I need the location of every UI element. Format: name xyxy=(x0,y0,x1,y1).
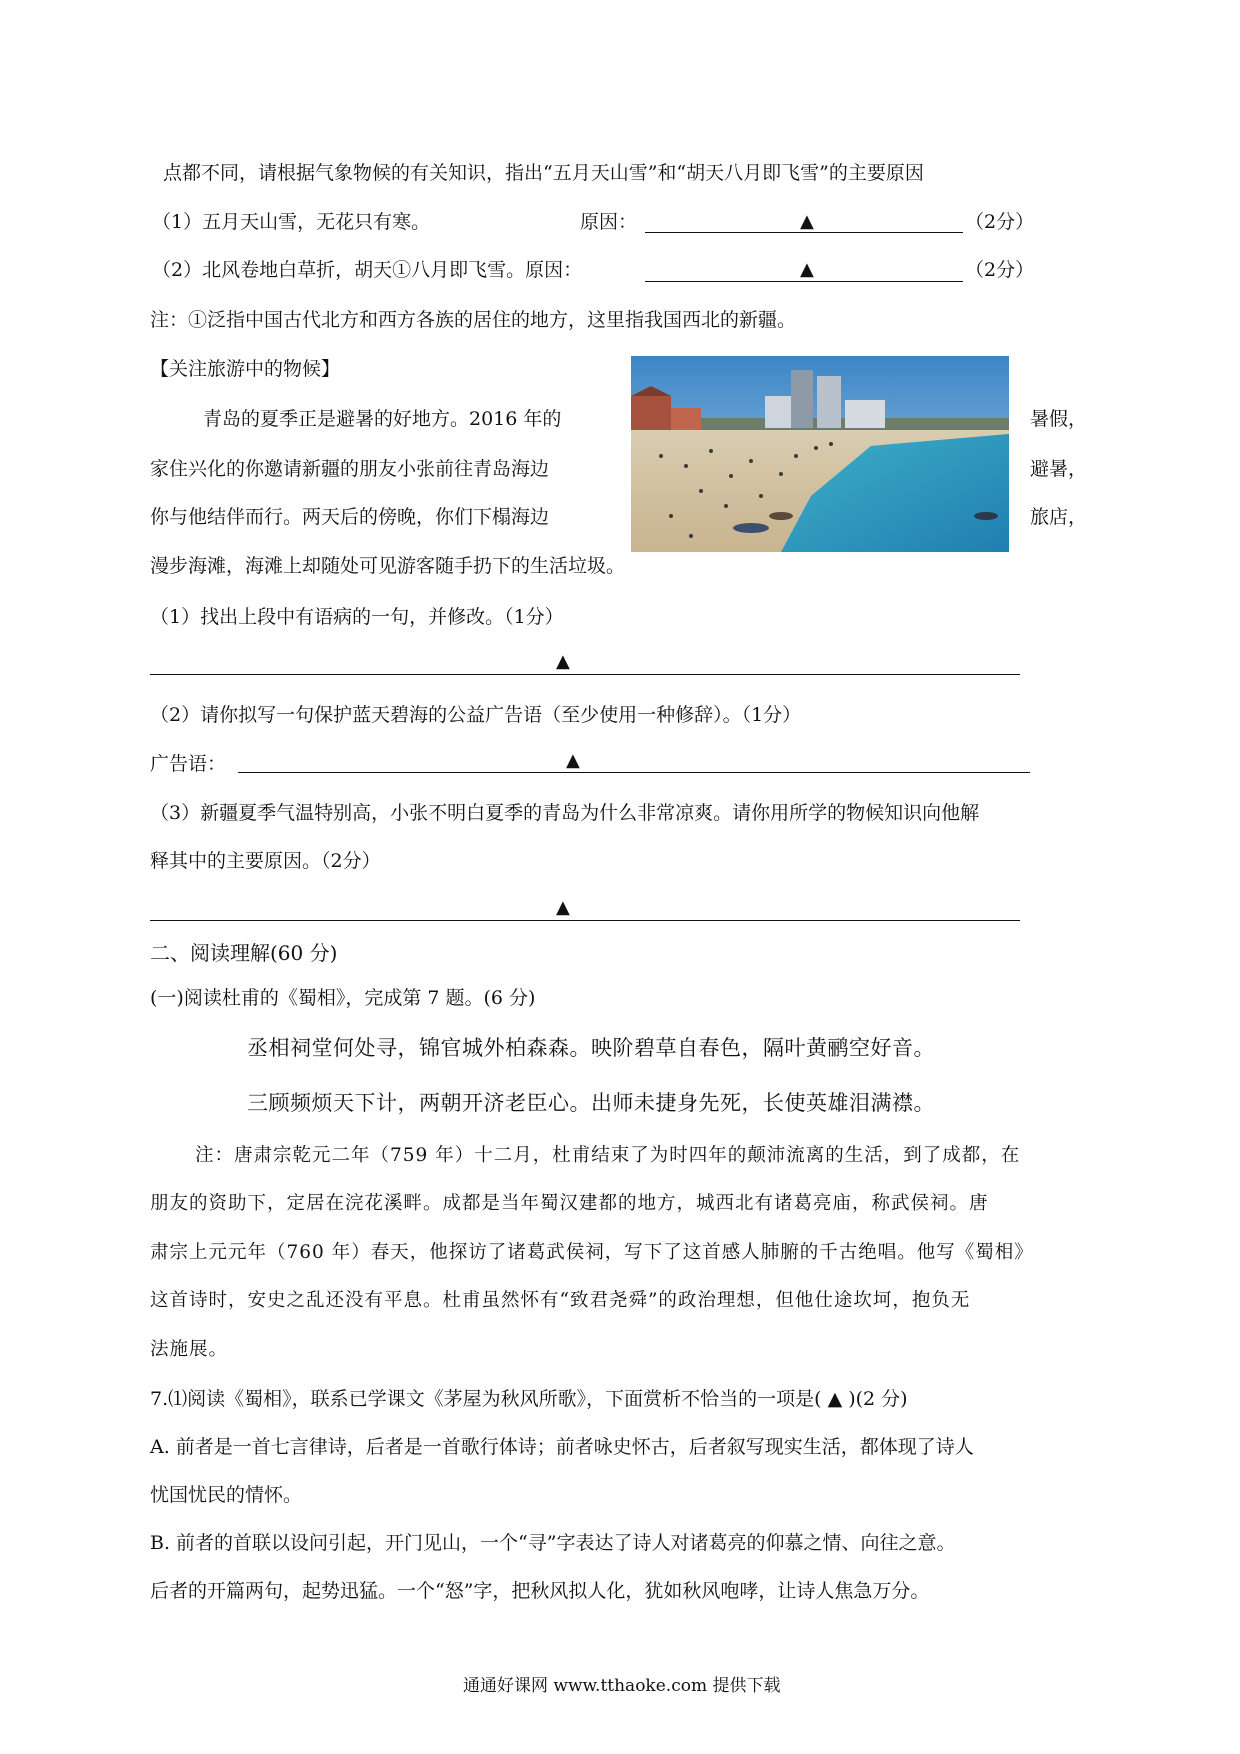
poem-line: 三顾频烦天下计，两朝开济老臣心。出师未捷身先死，长使英雄泪满襟。 xyxy=(247,1091,935,1115)
section-heading: 【关注旅游中的物候】 xyxy=(150,358,341,380)
paragraph-line: 旅店， xyxy=(1030,506,1088,528)
answer-blank[interactable] xyxy=(238,772,1030,773)
footnote: 注：①泛指中国古代北方和西方各族的居住的地方，这里指我国西北的新疆。 xyxy=(150,309,797,331)
note-line: 这首诗时，安史之乱还没有平息。杜甫虽然怀有“致君尧舜”的政治理想，但他仕途坎坷，抱负无 xyxy=(150,1290,971,1311)
paragraph-line: 家住兴化的你邀请新疆的朋友小张前往青岛海边 xyxy=(150,458,550,480)
paragraph-line: 漫步海滩，海滩上却随处可见游客随手扔下的生活垃圾。 xyxy=(150,555,626,577)
score: （2分） xyxy=(965,211,1035,233)
score: （2分） xyxy=(965,259,1035,281)
note-line: 法施展。 xyxy=(150,1339,229,1360)
answer-marker: ▲ xyxy=(556,651,570,672)
question-3b: 释其中的主要原因。（2分） xyxy=(150,850,381,872)
answer-marker: ▲ xyxy=(556,897,570,918)
answer-blank[interactable] xyxy=(150,674,1020,675)
question-1b: （1）找出上段中有语病的一句，并修改。（1分） xyxy=(150,606,564,628)
option-b: 后者的开篇两句，起势迅猛。一个“怒”字，把秋风拟人化，犹如秋风咆哮，让诗人焦急万分。 xyxy=(150,1580,930,1602)
paragraph-line: 你与他结伴而行。两天后的傍晚，你们下榻海边 xyxy=(150,506,550,528)
answer-marker: ▲ xyxy=(566,750,580,771)
question-1a: （1）五月天山雪，无花只有寒。 xyxy=(152,211,431,233)
reason-label: 原因： xyxy=(580,211,638,233)
option-a: A. 前者是一首七言律诗，后者是一首歌行体诗；前者咏史怀古，后者叙写现实生活，都体现了诗人 xyxy=(150,1436,974,1458)
page-footer: 通通好课网 www.tthaoke.com 提供下载 xyxy=(463,1676,781,1696)
option-a: 忧国忧民的情怀。 xyxy=(150,1484,303,1506)
answer-blank[interactable] xyxy=(150,920,1020,921)
paragraph-line: 青岛的夏季正是避暑的好地方。2016 年的 xyxy=(203,408,562,430)
question-3b: （3）新疆夏季气温特别高，小张不明白夏季的青岛为什么非常凉爽。请你用所学的物候知识向他解 xyxy=(150,802,980,824)
question-2b: （2）请你拟写一句保护蓝天碧海的公益广告语（至少使用一种修辞）。（1分） xyxy=(150,704,802,726)
answer-blank[interactable] xyxy=(645,232,963,233)
note-line: 注：唐肃宗乾元二年（759 年）十二月，杜甫结束了为时四年的颠沛流离的生活，到了成都，在 xyxy=(195,1145,1021,1166)
poem-line: 丞相祠堂何处寻，锦官城外柏森森。映阶碧草自春色，隔叶黄鹂空好音。 xyxy=(247,1036,935,1060)
paragraph-line: 避暑， xyxy=(1030,458,1088,480)
ad-label: 广告语： xyxy=(150,753,227,775)
note-line: 肃宗上元元年（760 年）春天，他探访了诸葛武侯祠，写下了这首感人肺腑的千古绝唱。他写《蜀相》 xyxy=(150,1242,1034,1263)
answer-marker: ▲ xyxy=(800,211,814,232)
answer-marker: ▲ xyxy=(800,259,814,280)
section-heading: 二、阅读理解(60 分) xyxy=(150,941,338,965)
text-line: 点都不同，请根据气象物候的有关知识，指出“五月天山雪”和“胡天八月即飞雪”的主要原因 xyxy=(163,162,924,184)
sub-heading: (一)阅读杜甫的《蜀相》，完成第 7 题。(6 分) xyxy=(150,987,536,1009)
answer-blank[interactable] xyxy=(645,281,963,282)
note-line: 朋友的资助下，定居在浣花溪畔。成都是当年蜀汉建都的地方，城西北有诸葛亮庙，称武侯祠。唐 xyxy=(150,1193,989,1214)
beach-photo xyxy=(631,356,1009,552)
question-2a: （2）北风卷地白草折，胡天①八月即飞雪。原因： xyxy=(152,259,583,281)
paragraph-line: 暑假， xyxy=(1030,408,1088,430)
question-7: 7.⑴阅读《蜀相》，联系已学课文《茅屋为秋风所歌》，下面赏析不恰当的一项是( ▲ )(2 分) xyxy=(150,1388,908,1410)
option-b: B. 前者的首联以设问引起，开门见山，一个“寻”字表达了诗人对诸葛亮的仰慕之情、向往之意。 xyxy=(150,1532,956,1554)
